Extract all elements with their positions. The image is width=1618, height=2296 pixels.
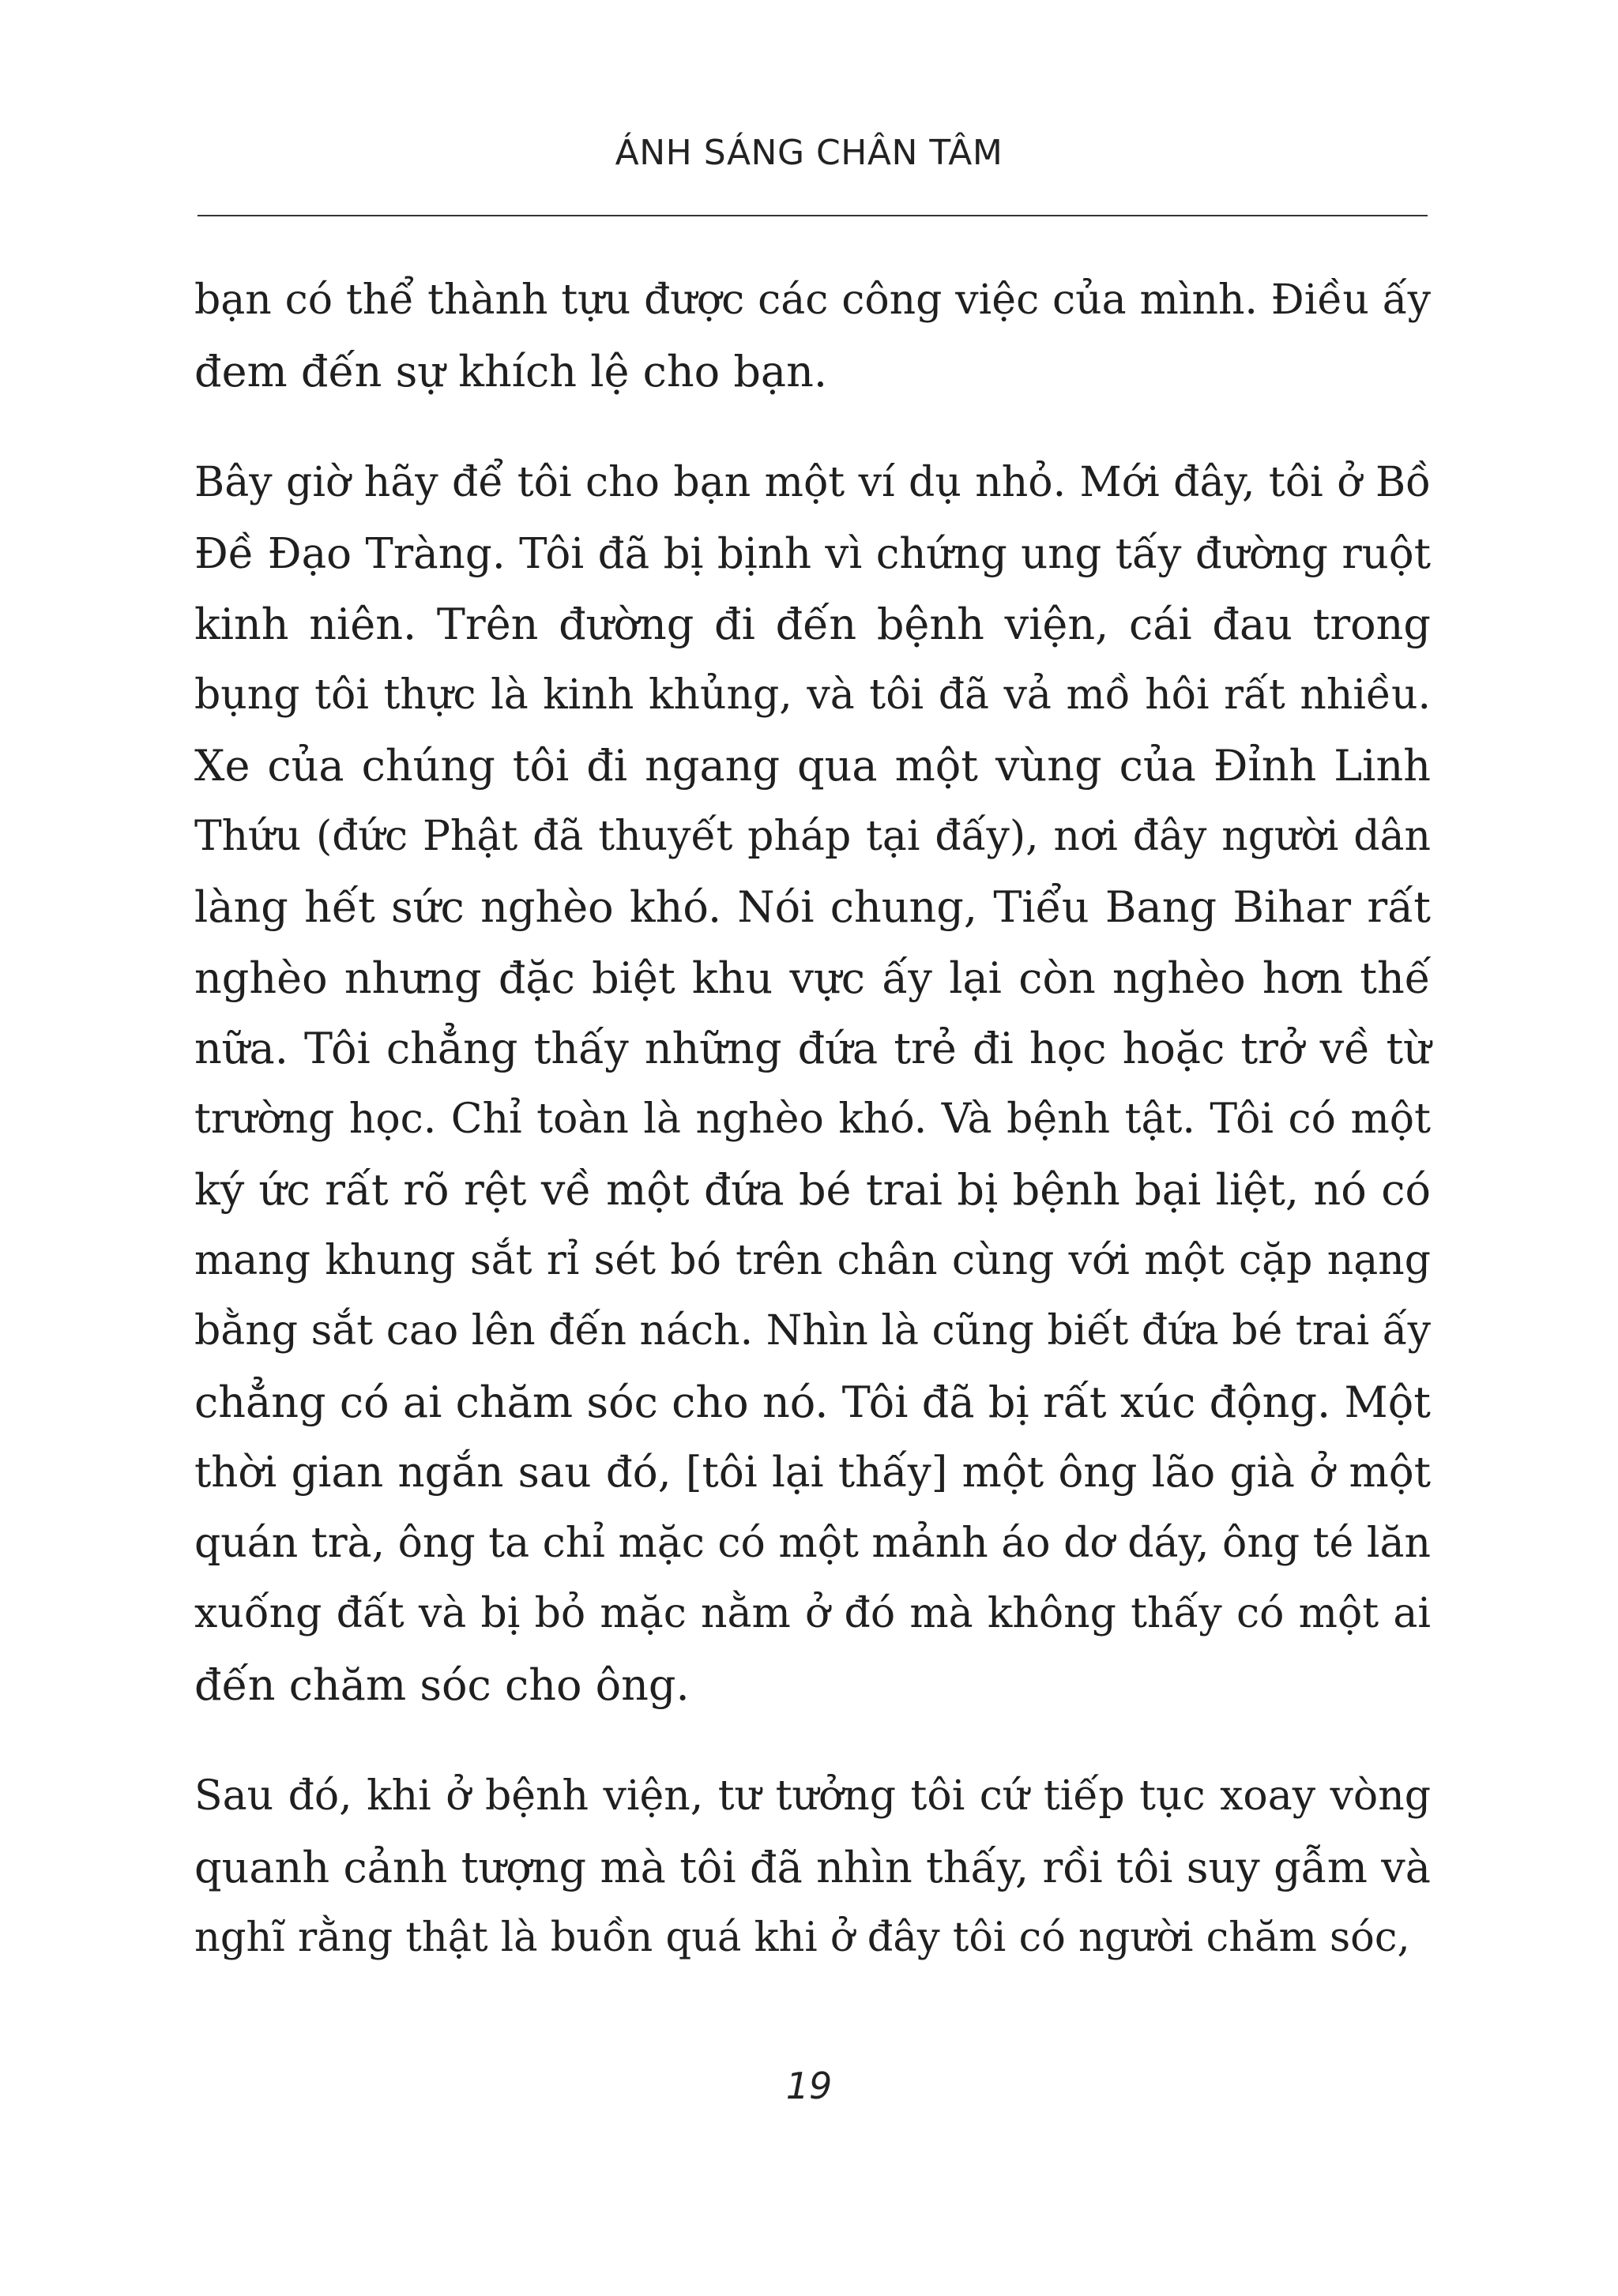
text-line: Sau đó, khi ở bệnh viện, tư tưởng tôi cứ tiếp tục xoay vòng: [194, 1772, 1431, 1820]
text-line: nghĩ rằng thật là buồn quá khi ở đây tôi có người chăm sóc,: [194, 1915, 1410, 1961]
text-line: thời gian ngắn sau đó, [tôi lại thấy] một ông lão già ở một: [194, 1449, 1431, 1497]
text-line: đến chăm sóc cho ông.: [194, 1659, 690, 1710]
text-line: quán trà, ông ta chỉ mặc có một mảnh áo dơ dáy, ông té lăn: [194, 1519, 1431, 1567]
text-line: bụng tôi thực là kinh khủng, và tôi đã vả mồ hôi rất nhiều.: [194, 671, 1431, 719]
text-line: bạn có thể thành tựu được các công việc của mình. Điều ấy: [194, 276, 1431, 324]
running-header-title: ÁNH SÁNG CHÂN TÂM: [615, 133, 1003, 173]
text-line: đem đến sự khích lệ cho bạn.: [194, 346, 828, 396]
text-line: kinh niên. Trên đường đi đến bệnh viện, cái đau trong: [194, 599, 1431, 649]
text-line: làng hết sức nghèo khó. Nói chung, Tiểu Bang Bihar rất: [194, 882, 1431, 932]
text-line: ký ức rất rõ rệt về một đứa bé trai bị bệnh bại liệt, nó có: [194, 1165, 1431, 1215]
text-line: Thứu (đức Phật đã thuyết pháp tại đấy), nơi đây người dân: [194, 812, 1431, 860]
page-number: 19: [785, 2065, 833, 2107]
paragraph: [194, 448, 1431, 1720]
text-line: nghèo nhưng đặc biệt khu vực ấy lại còn nghèo hơn thế: [194, 953, 1431, 1003]
header-divider: [198, 215, 1428, 216]
text-line: nữa. Tôi chẳng thấy những đứa trẻ đi học hoặc trở về từ: [194, 1024, 1431, 1073]
text-line: Bây giờ hãy để tôi cho bạn một ví dụ nhỏ. Mới đây, tôi ở Bồ: [194, 459, 1431, 506]
text-line: Xe của chúng tôi đi ngang qua một vùng của Đỉnh Linh: [194, 741, 1431, 791]
text-line: bằng sắt cao lên đến nách. Nhìn là cũng biết đứa bé trai ấy: [194, 1307, 1431, 1355]
paragraph: [194, 265, 1431, 407]
body-text: [194, 265, 1431, 2015]
text-line: Đề Đạo Tràng. Tôi đã bị bịnh vì chứng ung tấy đường ruột: [194, 529, 1431, 578]
paragraph: [194, 1761, 1431, 1974]
text-line: trường học. Chỉ toàn là nghèo khó. Và bệnh tật. Tôi có một: [194, 1095, 1431, 1143]
text-line: quanh cảnh tượng mà tôi đã nhìn thấy, rồi tôi suy gẫm và: [194, 1842, 1431, 1892]
text-line: xuống đất và bị bỏ mặc nằm ở đó mà không thấy có một ai: [194, 1590, 1431, 1637]
text-line: mang khung sắt rỉ sét bó trên chân cùng với một cặp nạng: [194, 1236, 1431, 1284]
text-line: chẳng có ai chăm sóc cho nó. Tôi đã bị rất xúc động. Một: [194, 1377, 1431, 1427]
